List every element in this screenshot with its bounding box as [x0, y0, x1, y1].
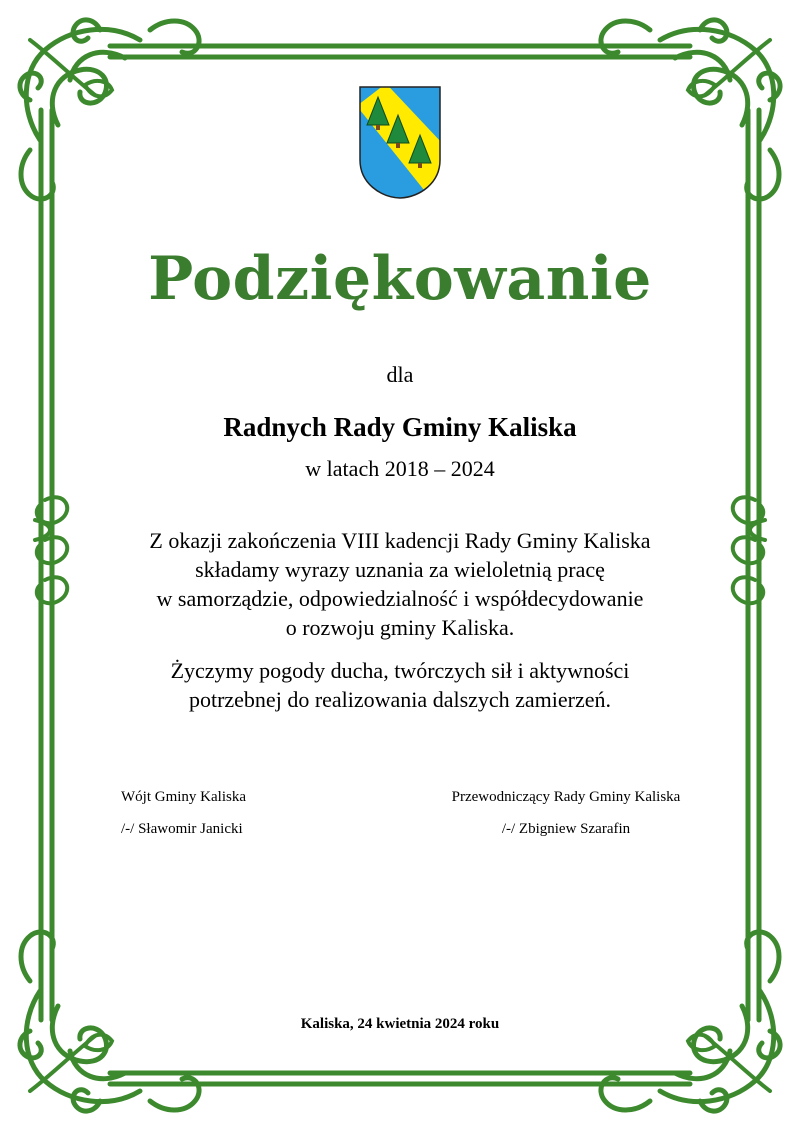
signature-left-role: Wójt Gminy Kaliska: [121, 789, 246, 805]
signature-left-name: /-/ Sławomir Janicki: [121, 821, 243, 837]
paragraph-congratulations: [0, 526, 800, 642]
paragraph-line: potrzebnej do realizowania dalszych zamierzeń.: [188, 687, 612, 712]
paragraph-line: Życzymy pogody ducha, twórczych sił i aktywności: [170, 658, 630, 683]
recipient-name: Radnych Rady Gminy Kaliska: [223, 412, 577, 442]
coat-of-arms-icon: [358, 85, 442, 200]
paragraph-line: składamy wyrazy uznania za wieloletnią pracę: [195, 557, 605, 582]
paragraph-line: w samorządzie, odpowiedzialność i współdecydowanie: [156, 586, 644, 611]
paragraph-line: Z okazji zakończenia VIII kadencji Rady Gminy Kaliska: [149, 528, 651, 553]
term-years: w latach 2018 – 2024: [305, 456, 495, 481]
signature-right-name: /-/ Zbigniew Szarafin: [501, 821, 631, 837]
date-and-place: Kaliska, 24 kwietnia 2024 roku: [300, 1016, 500, 1032]
document-title: Podziękowanie: [148, 244, 652, 314]
paragraph-wishes: [0, 656, 800, 714]
for-label: dla: [386, 362, 414, 387]
paragraph-line: o rozwoju gminy Kaliska.: [285, 615, 515, 640]
signature-right-role: Przewodniczący Rady Gminy Kaliska: [451, 789, 681, 805]
